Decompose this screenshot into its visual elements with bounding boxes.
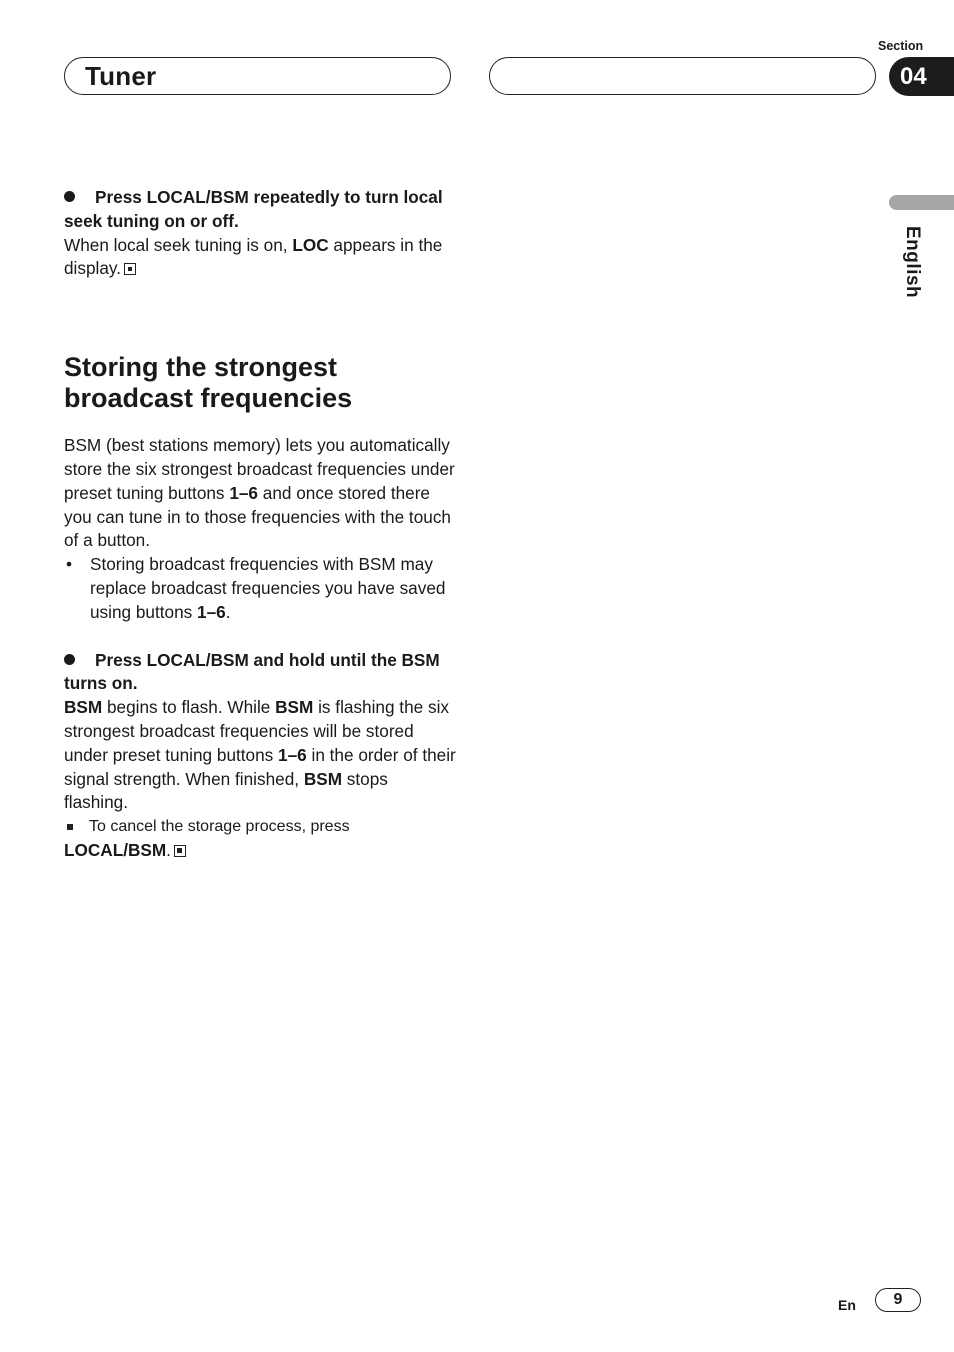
bsm-indicator-text: BSM — [64, 697, 103, 718]
preset-buttons-text: 1–6 — [197, 601, 226, 622]
note-square-icon — [67, 824, 73, 830]
bsm-intro-text-end: and once stored there you can tune in to those frequencies with the touch of a button. — [64, 482, 451, 551]
page-number-badge — [875, 1288, 921, 1312]
bsm-intro-paragraph — [64, 434, 456, 553]
preset-buttons-text: 1–6 — [278, 744, 307, 765]
step-bsm-hold — [64, 649, 456, 697]
header-right-pill — [489, 57, 876, 95]
step-local-seek-instruction: Press LOCAL/BSM repeatedly to turn local seek tuning on or off. — [64, 187, 443, 231]
step-bullet-icon — [64, 191, 75, 202]
step2-text-end: stops flashing. — [64, 768, 388, 813]
language-tab — [889, 195, 954, 210]
preset-buttons-text: 1–6 — [229, 482, 258, 503]
section-number-badge — [889, 57, 954, 96]
section-title: Tuner — [85, 61, 157, 91]
section-number: 04 — [900, 63, 927, 90]
step2-text: in the order of their signal strength. When finished, — [64, 744, 456, 789]
local-bsm-button-label: LOCAL/BSM — [64, 839, 167, 860]
loc-indicator-text: LOC — [292, 234, 329, 255]
step-local-seek — [64, 186, 456, 234]
step1-body-text: When local seek tuning is on, — [64, 234, 293, 255]
cancel-note-button — [64, 839, 456, 863]
bsm-indicator-text: BSM — [303, 768, 343, 789]
footer-language-code: En — [838, 1297, 856, 1313]
page-number: 9 — [893, 1291, 903, 1308]
bsm-intro-text: BSM (best stations memory) lets you automatically store the six strongest broadcast frequencies under preset tuning buttons — [64, 435, 455, 503]
step-bsm-description — [64, 696, 456, 815]
step2-text: begins to flash. While — [102, 697, 276, 718]
bsm-warning-bullet — [64, 553, 456, 624]
language-label: English — [902, 226, 923, 299]
end-of-section-icon — [174, 845, 186, 857]
bsm-warning-text: Storing broadcast frequencies with BSM may replace broadcast frequencies you have saved using buttons — [90, 554, 446, 622]
step-bullet-icon — [64, 654, 75, 665]
step-bsm-hold-instruction: Press LOCAL/BSM and hold until the BSM turns on. — [64, 649, 440, 694]
bullet-icon: • — [66, 554, 73, 575]
main-content — [64, 186, 456, 863]
step-local-seek-description — [64, 234, 456, 282]
section-label: Section — [878, 39, 924, 53]
end-of-section-icon — [124, 263, 136, 275]
cancel-note — [64, 815, 456, 839]
header-title-pill — [64, 57, 451, 95]
bsm-warning-text-end: . — [225, 601, 231, 622]
step1-body-text-end: appears in the display. — [64, 234, 443, 279]
step2-text: is flashing the six strongest broadcast frequencies will be stored under preset tuning buttons — [64, 697, 449, 765]
cancel-note-text: To cancel the storage process, press — [89, 818, 350, 836]
cancel-note-period: . — [166, 839, 171, 860]
heading-storing-frequencies: Storing the strongest broadcast frequencies — [64, 352, 353, 414]
bsm-indicator-text: BSM — [275, 697, 314, 718]
